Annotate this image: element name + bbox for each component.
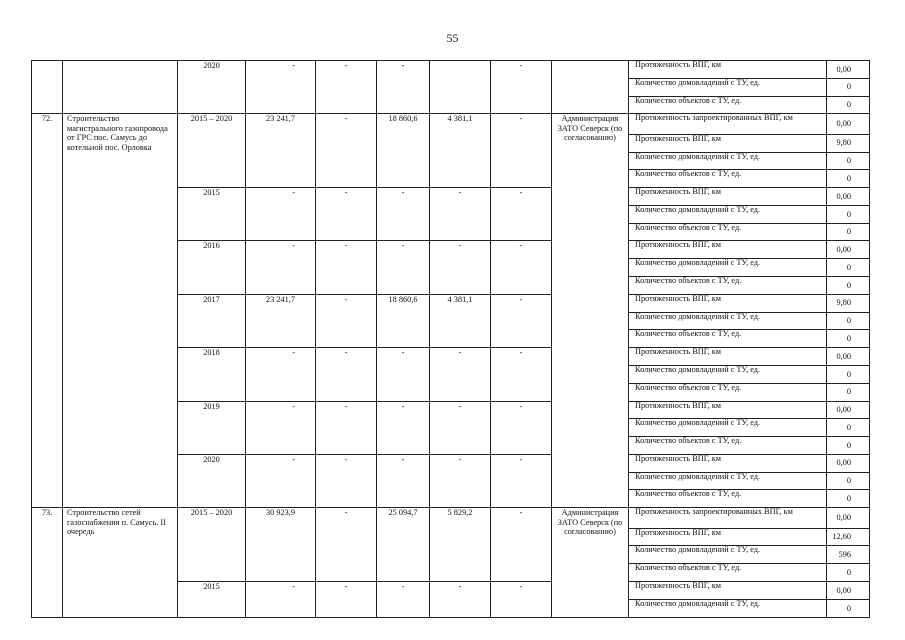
executor: Администрация ЗАТО Северск (по согласованию) xyxy=(552,508,629,618)
indicator-label: Протяженность ВПГ, км xyxy=(629,61,827,79)
amount-regional: 18 860,6 xyxy=(377,294,430,347)
period-year: 2018 xyxy=(178,348,246,401)
amount-total: - xyxy=(246,241,316,294)
item-name: Строительство магистрального газопровода от ГРС пос. Самусь до котельной пос. Орловка xyxy=(63,114,178,508)
amount-extra: - xyxy=(491,61,552,114)
amount-regional: - xyxy=(377,454,430,507)
indicator-value: 0,00 xyxy=(827,61,870,79)
amount-extra: - xyxy=(491,582,552,618)
indicator-value: 0 xyxy=(827,259,870,277)
period-year: 2015 – 2020 xyxy=(178,508,246,582)
amount-regional: - xyxy=(377,401,430,454)
amount-regional: 25 094,7 xyxy=(377,508,430,582)
page-number: 55 xyxy=(446,31,459,45)
amount-local xyxy=(430,61,491,114)
amount-local: - xyxy=(430,582,491,618)
amount-local: - xyxy=(430,241,491,294)
table-row xyxy=(32,508,870,528)
indicator-value: 0,00 xyxy=(827,401,870,419)
amount-total: - xyxy=(246,582,316,618)
executor: Администрация ЗАТО Северск (по согласованию) xyxy=(552,114,629,508)
indicator-label: Количество домовладений с ТУ, ед. xyxy=(629,365,827,383)
indicator-value: 0,00 xyxy=(827,114,870,134)
indicator-label: Протяженность ВПГ, км xyxy=(629,294,827,312)
amount-federal: - xyxy=(316,348,377,401)
indicator-value: 0,00 xyxy=(827,188,870,206)
indicator-value: 0 xyxy=(827,599,870,617)
amount-extra: - xyxy=(491,348,552,401)
amount-total: 23 241,7 xyxy=(246,294,316,347)
indicator-value: 0 xyxy=(827,312,870,330)
indicator-label: Количество объектов с ТУ, ед. xyxy=(629,277,827,295)
amount-federal: - xyxy=(316,294,377,347)
indicator-value: 9,80 xyxy=(827,134,870,152)
period-year: 2020 xyxy=(178,454,246,507)
amount-federal: - xyxy=(316,114,377,188)
indicator-label: Протяженность ВПГ, км xyxy=(629,348,827,366)
indicator-label: Количество объектов с ТУ, ед. xyxy=(629,330,827,348)
indicator-label: Протяженность запроектированных ВПГ, км xyxy=(629,114,827,134)
amount-total: 23 241,7 xyxy=(246,114,316,188)
indicator-label: Количество домовладений с ТУ, ед. xyxy=(629,259,827,277)
amount-federal: - xyxy=(316,454,377,507)
period-year: 2015 xyxy=(178,582,246,618)
item-name: Строительство сетей газоснабжения п. Самусь. II очередь xyxy=(63,508,178,618)
indicator-value: 12,60 xyxy=(827,528,870,546)
indicator-value: 0 xyxy=(827,365,870,383)
amount-federal: - xyxy=(316,61,377,114)
indicator-label: Протяженность запроектированных ВПГ, км xyxy=(629,508,827,528)
amount-total: 30 923,9 xyxy=(246,508,316,582)
amount-local: 4 381,1 xyxy=(430,114,491,188)
period-year: 2019 xyxy=(178,401,246,454)
indicator-value: 0 xyxy=(827,437,870,455)
indicator-value: 0 xyxy=(827,490,870,508)
amount-regional: 18 860,6 xyxy=(377,114,430,188)
indicator-value: 0,00 xyxy=(827,241,870,259)
indicator-value: 0,00 xyxy=(827,454,870,472)
indicator-value: 9,80 xyxy=(827,294,870,312)
indicator-label: Протяженность ВПГ, км xyxy=(629,188,827,206)
amount-extra: - xyxy=(491,114,552,188)
indicator-label: Протяженность ВПГ, км xyxy=(629,401,827,419)
amount-total: - xyxy=(246,61,316,114)
amount-extra: - xyxy=(491,508,552,582)
indicator-label: Количество домовладений с ТУ, ед. xyxy=(629,472,827,490)
amount-extra: - xyxy=(491,241,552,294)
amount-extra: - xyxy=(491,401,552,454)
indicator-value: 0 xyxy=(827,564,870,582)
amount-federal: - xyxy=(316,582,377,618)
amount-regional: - xyxy=(377,348,430,401)
executor xyxy=(552,61,629,114)
item-name xyxy=(63,61,178,114)
period-year: 2015 – 2020 xyxy=(178,114,246,188)
indicator-label: Количество домовладений с ТУ, ед. xyxy=(629,152,827,170)
amount-extra: - xyxy=(491,454,552,507)
amount-regional: - xyxy=(377,582,430,618)
amount-local: 5 829,2 xyxy=(430,508,491,582)
amount-total: - xyxy=(246,401,316,454)
amount-federal: - xyxy=(316,241,377,294)
indicator-label: Количество объектов с ТУ, ед. xyxy=(629,383,827,401)
amount-extra: - xyxy=(491,188,552,241)
amount-federal: - xyxy=(316,401,377,454)
amount-total: - xyxy=(246,188,316,241)
amount-federal: - xyxy=(316,188,377,241)
indicator-label: Количество объектов с ТУ, ед. xyxy=(629,437,827,455)
indicator-value: 0,00 xyxy=(827,508,870,528)
indicator-value: 0 xyxy=(827,223,870,241)
indicator-value: 0 xyxy=(827,330,870,348)
indicator-value: 0 xyxy=(827,96,870,114)
amount-local: - xyxy=(430,454,491,507)
table-row xyxy=(32,61,870,79)
indicator-value: 0 xyxy=(827,383,870,401)
indicator-value: 0 xyxy=(827,277,870,295)
amount-extra: - xyxy=(491,294,552,347)
item-number xyxy=(32,61,63,114)
indicator-label: Протяженность ВПГ, км xyxy=(629,454,827,472)
amount-regional: - xyxy=(377,241,430,294)
amount-local: 4 381,1 xyxy=(430,294,491,347)
amount-total: - xyxy=(246,454,316,507)
amount-regional: - xyxy=(377,61,430,114)
indicator-label: Количество домовладений с ТУ, ед. xyxy=(629,312,827,330)
indicator-value: 0 xyxy=(827,419,870,437)
indicator-value: 596 xyxy=(827,546,870,564)
indicator-label: Количество объектов с ТУ, ед. xyxy=(629,223,827,241)
period-year: 2016 xyxy=(178,241,246,294)
indicator-label: Количество домовладений с ТУ, ед. xyxy=(629,419,827,437)
period-year: 2015 xyxy=(178,188,246,241)
amount-total: - xyxy=(246,348,316,401)
table-row xyxy=(32,114,870,134)
program-table xyxy=(31,60,870,618)
indicator-label: Протяженность ВПГ, км xyxy=(629,241,827,259)
indicator-label: Количество объектов с ТУ, ед. xyxy=(629,490,827,508)
period-year: 2017 xyxy=(178,294,246,347)
amount-local: - xyxy=(430,188,491,241)
indicator-label: Количество домовладений с ТУ, ед. xyxy=(629,205,827,223)
indicator-value: 0 xyxy=(827,152,870,170)
indicator-label: Протяженность ВПГ, км xyxy=(629,528,827,546)
amount-local: - xyxy=(430,401,491,454)
indicator-label: Протяженность ВПГ, км xyxy=(629,582,827,600)
period-year: 2020 xyxy=(178,61,246,114)
amount-federal: - xyxy=(316,508,377,582)
amount-regional: - xyxy=(377,188,430,241)
indicator-label: Количество домовладений с ТУ, ед. xyxy=(629,599,827,617)
item-number: 72. xyxy=(32,114,63,508)
indicator-label: Количество домовладений с ТУ, ед. xyxy=(629,546,827,564)
indicator-label: Количество объектов с ТУ, ед. xyxy=(629,170,827,188)
indicator-value: 0,00 xyxy=(827,348,870,366)
indicator-label: Количество объектов с ТУ, ед. xyxy=(629,96,827,114)
indicator-value: 0 xyxy=(827,472,870,490)
indicator-value: 0 xyxy=(827,205,870,223)
item-number: 73. xyxy=(32,508,63,618)
indicator-label: Протяженность ВПГ, км xyxy=(629,134,827,152)
indicator-value: 0 xyxy=(827,78,870,96)
amount-local: - xyxy=(430,348,491,401)
indicator-value: 0,00 xyxy=(827,582,870,600)
indicator-value: 0 xyxy=(827,170,870,188)
indicator-label: Количество домовладений с ТУ, ед. xyxy=(629,78,827,96)
indicator-label: Количество объектов с ТУ, ед. xyxy=(629,564,827,582)
